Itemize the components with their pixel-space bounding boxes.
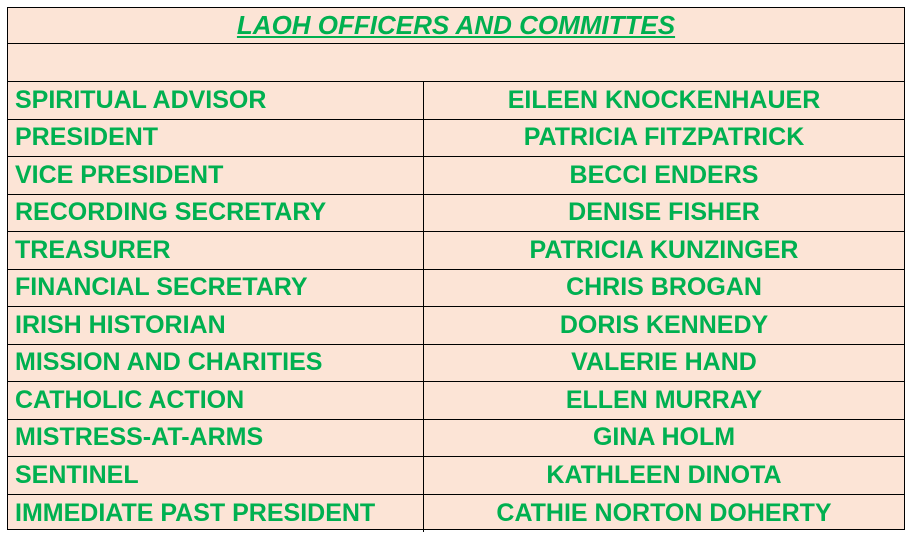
officer-role: MISSION AND CHARITIES	[8, 345, 424, 382]
table-row	[8, 457, 904, 495]
officer-role: CATHOLIC ACTION	[8, 382, 424, 419]
table-row	[8, 232, 904, 270]
table-title: LAOH OFFICERS AND COMMITTES	[236, 10, 676, 40]
officer-role: MISTRESS-AT-ARMS	[8, 420, 424, 457]
officer-name: CATHIE NORTON DOHERTY	[496, 498, 832, 527]
table-row	[8, 82, 904, 120]
officer-role: IMMEDIATE PAST PRESIDENT	[8, 495, 424, 533]
blank-row	[8, 44, 904, 82]
officer-role: PRESIDENT	[8, 120, 424, 157]
table-row	[8, 382, 904, 420]
officer-name: PATRICIA FITZPATRICK	[523, 123, 805, 152]
officer-role: SPIRITUAL ADVISOR	[8, 82, 424, 119]
officer-role: FINANCIAL SECRETARY	[8, 270, 424, 307]
table-row	[8, 345, 904, 383]
table-row	[8, 157, 904, 195]
officers-table	[7, 7, 905, 530]
officer-role: TREASURER	[8, 232, 424, 269]
officer-name: CHRIS BROGAN	[566, 273, 762, 302]
officer-name: ELLEN MURRAY	[565, 385, 763, 414]
table-row	[8, 495, 904, 533]
officer-name: GINA HOLM	[592, 423, 736, 452]
table-row	[8, 307, 904, 345]
officer-rows	[8, 82, 904, 532]
officer-role: RECORDING SECRETARY	[8, 195, 424, 232]
officer-name: EILEEN KNOCKENHAUER	[507, 85, 821, 114]
officer-name: PATRICIA KUNZINGER	[529, 235, 799, 264]
table-row	[8, 195, 904, 233]
officer-name: DORIS KENNEDY	[559, 310, 769, 339]
title-row	[8, 8, 904, 44]
table-row	[8, 270, 904, 308]
officer-role: SENTINEL	[8, 457, 424, 494]
officer-name: KATHLEEN DINOTA	[546, 460, 782, 489]
officer-name: BECCI ENDERS	[569, 160, 759, 189]
table-row	[8, 420, 904, 458]
table-row	[8, 120, 904, 158]
officer-role: IRISH HISTORIAN	[8, 307, 424, 344]
officer-name: DENISE FISHER	[568, 198, 760, 227]
officer-name: VALERIE HAND	[571, 348, 757, 377]
officer-role: VICE PRESIDENT	[8, 157, 424, 194]
